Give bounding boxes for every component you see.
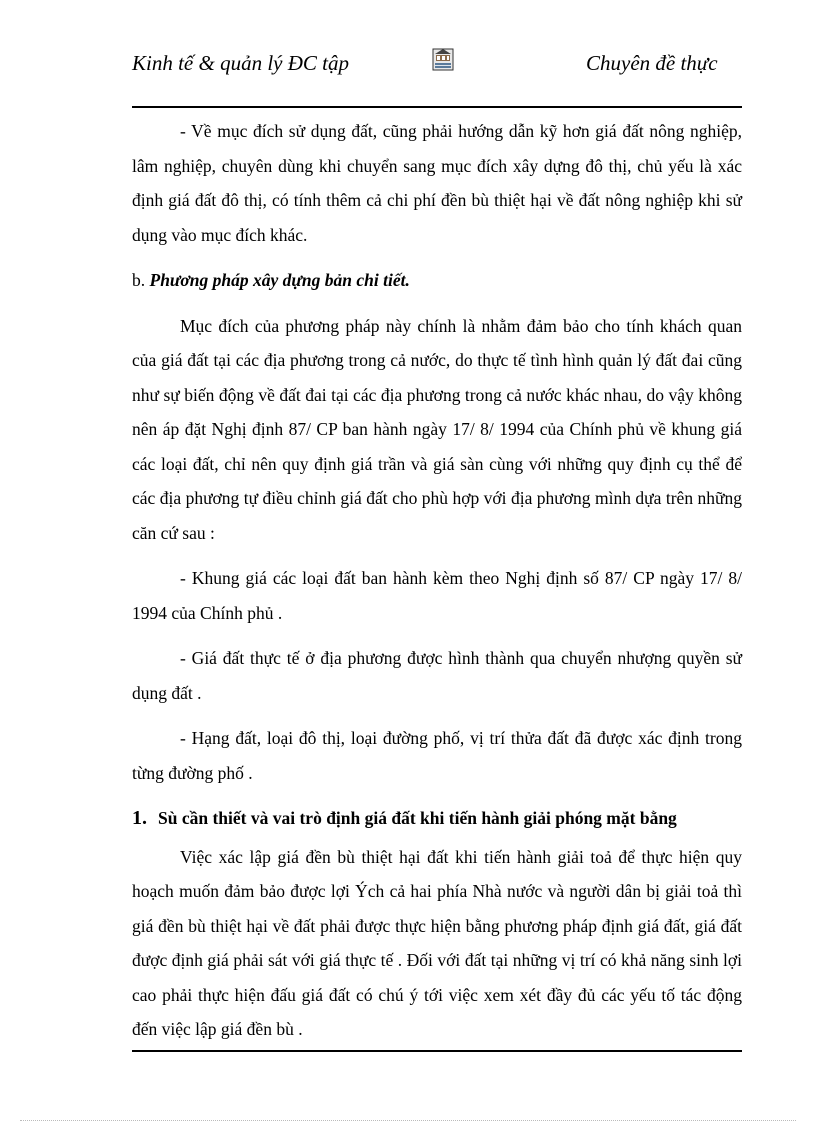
header-left-title: Kinh tế & quản lý ĐC tập [132, 51, 349, 75]
page-edge-dotted-line [20, 1120, 796, 1121]
paragraph-land-use-purpose: - Về mục đích sử dụng đất, cũng phải hướng dẫn kỹ hơn giá đất nông nghiệp, lâm nghiệp, chuyên dùng khi chuyển sang mục đích xây dựng đô thị, chủ yếu là xác định giá đất đô thị, có tính thêm cả chi phí đền bù thiệt hại về đất nông nghiệp khi sử dụng vào mục đích khác. [132, 121, 742, 245]
header-right-title: Chuyên đề thực [586, 51, 718, 75]
footer-divider [132, 1050, 742, 1052]
school-crest-icon [432, 46, 454, 72]
subheading-title: Phương pháp xây dựng bản chi tiết [149, 270, 406, 290]
header-divider [132, 106, 742, 108]
paragraph-method-purpose: Mục đích của phương pháp này chính là nhằm đảm bảo cho tính khách quan của giá đất tại các địa phương trong cả nước, do thực tế tình hình quản lý đất đai cũng như sự biến động về đất đai tại các địa phương trong cả nước khác nhau, do vậy không nên áp đặt Nghị định 87/ CP ban hành ngày 17/ 8/ 1994 của Chính phủ về khung giá các loại đất, chỉ nên quy định giá trần và giá sàn cùng với những quy định cụ thể để các địa phương tự điều chỉnh giá đất cho phù hợp với địa phương mình dựa trên những căn cứ sau : [132, 315, 742, 543]
section-title: Sù cần thiết và vai trò định giá đất khi tiến hành giải phóng mặt bằng [158, 808, 677, 828]
document-body [132, 114, 742, 1058]
section-heading [132, 801, 742, 836]
subheading-detailed-method [132, 263, 742, 298]
paragraph-compensation-price: Việc xác lập giá đền bù thiệt hại đất khi tiến hành giải toả để thực hiện quy hoạch muốn đảm bảo được lợi Ých cả hai phía Nhà nước và người dân bị giải toả thì giá đền bù thiệt hại về đất phải được thực hiện bằng phương pháp định giá đất, giá đất được định giá phải sát với giá thực tế . Đối với đất tại những vị trí có khả năng sinh lợi cao phải thực hiện đấu giá đất có chú ý tới việc xem xét đầy đủ các yếu tố tác động đến việc lập giá đền bù . [132, 846, 742, 1039]
paragraph-actual-price: - Giá đất thực tế ở địa phương được hình thành qua chuyển nhượng quyền sử dụng đất . [132, 648, 742, 703]
paragraph-price-frame: - Khung giá các loại đất ban hành kèm theo Nghị định số 87/ CP ngày 17/ 8/ 1994 của Chính phủ . [132, 568, 742, 623]
subheading-prefix: b. [132, 270, 146, 290]
section-number: 1. [132, 807, 147, 829]
paragraph-land-classification: - Hạng đất, loại đô thị, loại đường phố, vị trí thửa đất đã được xác định trong từng đường phố . [132, 728, 742, 783]
subheading-period: . [405, 270, 410, 290]
